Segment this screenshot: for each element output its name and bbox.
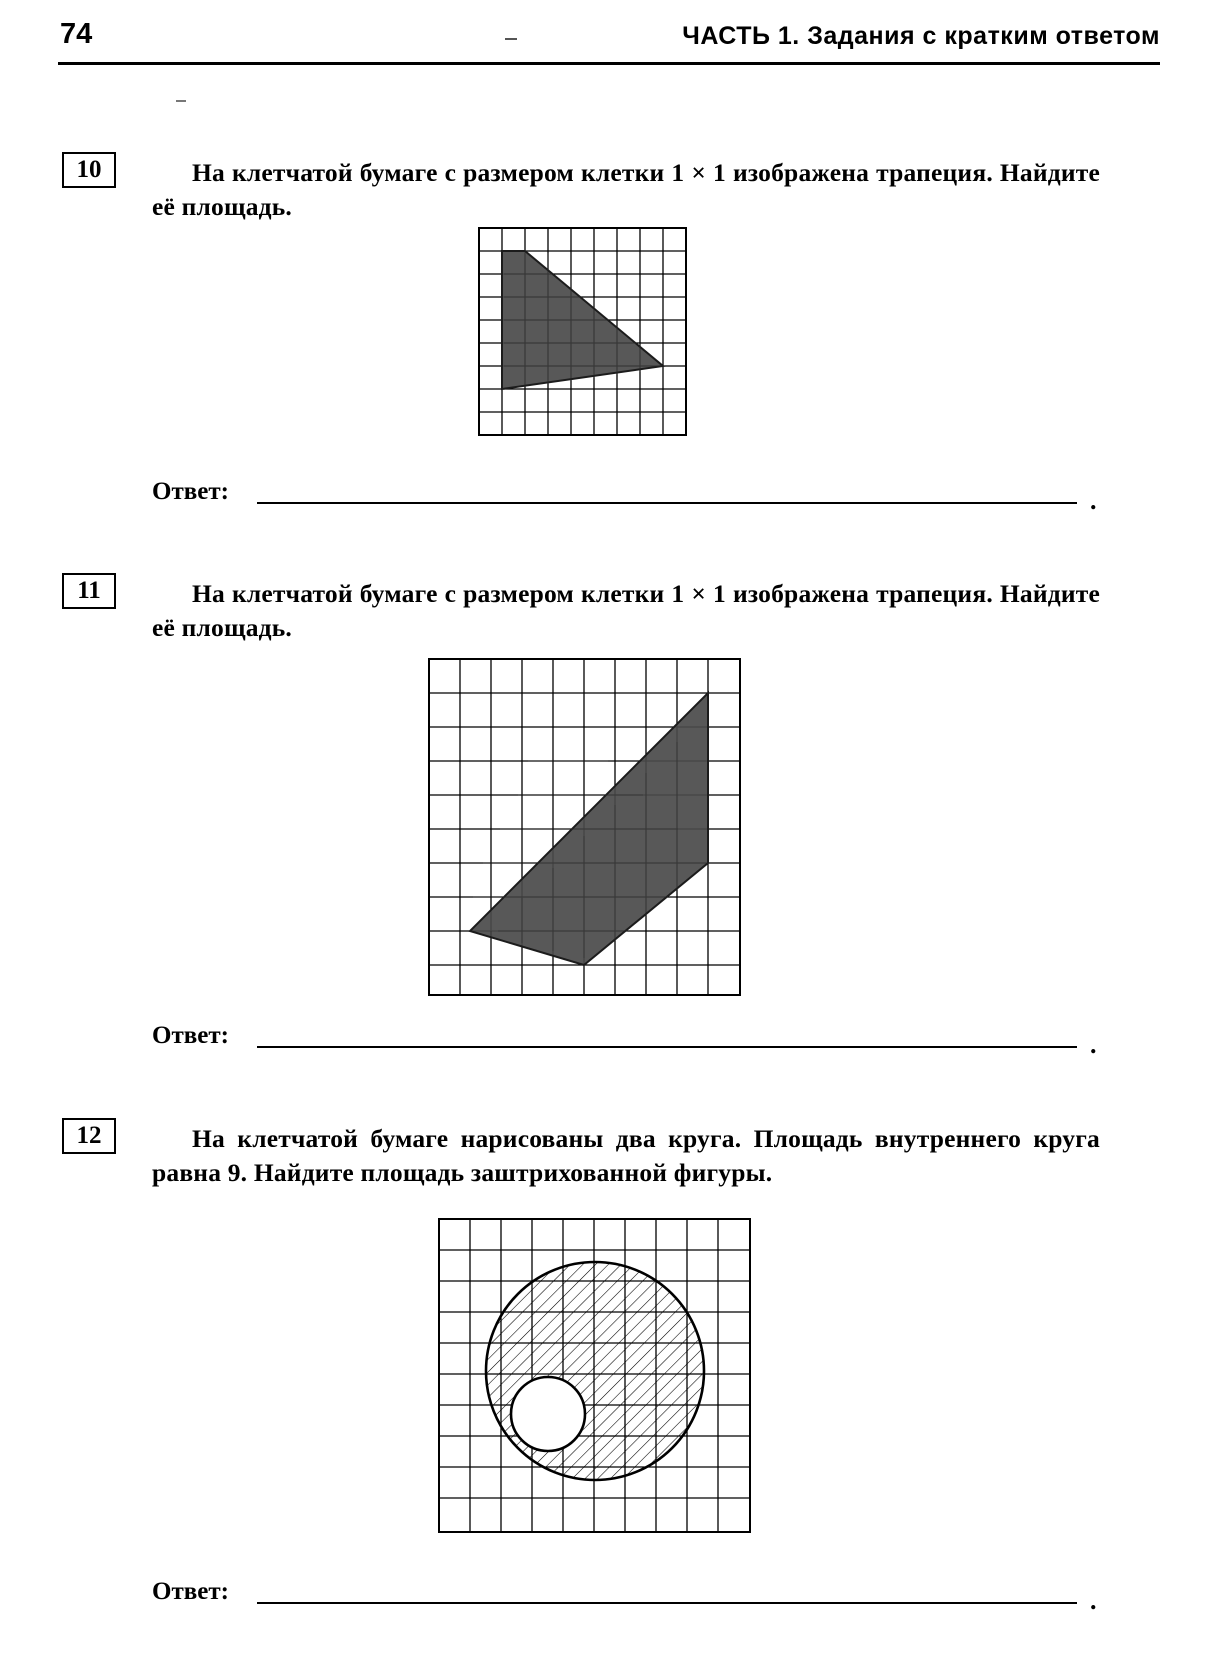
header-title: ЧАСТЬ 1. Задания с кратким ответом	[682, 22, 1160, 50]
answer-line-12[interactable]	[257, 1602, 1077, 1604]
answer-line-11[interactable]	[257, 1046, 1077, 1048]
answer-line-10[interactable]	[257, 502, 1077, 504]
answer-row-10	[152, 478, 1100, 515]
figure-task-10	[478, 227, 687, 440]
page-number: 74	[60, 18, 93, 50]
task-text-11: На клетчатой бумаге с размером клетки 1 × 1 изображена трапеция. Найдите её площадь.	[152, 579, 1100, 643]
header-rule	[58, 62, 1160, 65]
figure-task-12	[438, 1218, 752, 1534]
header-stray-mark	[505, 38, 517, 40]
answer-row-12	[152, 1578, 1100, 1615]
figure-task-11	[428, 658, 742, 998]
task-number-11: 11	[62, 573, 116, 609]
margin-stray-mark	[176, 100, 186, 102]
answer-label-10: Ответ:	[152, 478, 229, 505]
answer-label-12: Ответ:	[152, 1578, 229, 1605]
answer-period-11: .	[1090, 1030, 1097, 1059]
answer-label-11: Ответ:	[152, 1022, 229, 1049]
answer-period-10: .	[1090, 486, 1097, 515]
task-number-10: 10	[62, 152, 116, 188]
task-number-12: 12	[62, 1118, 116, 1154]
answer-period-12: .	[1090, 1586, 1097, 1615]
task-text-12: На клетчатой бумаге нарисованы два круга. Площадь внутреннего круга равна 9. Найдите площадь заштрихованной фигуры.	[152, 1124, 1100, 1188]
answer-row-11	[152, 1022, 1100, 1059]
task-text-10: На клетчатой бумаге с размером клетки 1 × 1 изображена трапеция. Найдите её площадь.	[152, 158, 1100, 222]
page-header	[60, 18, 1160, 51]
